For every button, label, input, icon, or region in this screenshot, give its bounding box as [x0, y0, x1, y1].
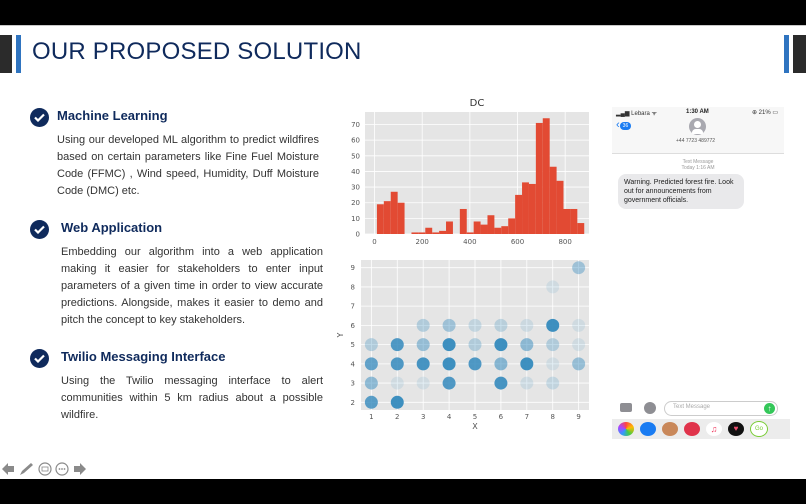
svg-text:4: 4	[446, 413, 452, 421]
svg-text:3: 3	[420, 413, 426, 421]
svg-text:200: 200	[415, 238, 429, 246]
accent-dark-right	[793, 35, 806, 73]
svg-text:3: 3	[350, 379, 355, 388]
section-body: Using our developed ML algorithm to predict wildfires based on certain parameters like Fine Fuel Moisture Code (FFMC) , Wind speed, Humidity, Duff Moisture Code (DMC) etc.	[57, 134, 319, 197]
scatter-point	[469, 357, 482, 370]
svg-text:40: 40	[351, 167, 360, 176]
carrier-label: ▂▄▆ Lebara ᯤ	[616, 111, 657, 117]
histogram-bar	[391, 192, 398, 234]
compose-bar	[612, 400, 784, 418]
scatter-point	[443, 377, 456, 390]
histogram-bar	[481, 225, 488, 234]
x-axis-label: X	[472, 422, 478, 431]
svg-text:2: 2	[350, 398, 355, 407]
slide-title: OUR PROPOSED SOLUTION	[32, 38, 362, 65]
histogram-bar	[377, 204, 384, 234]
svg-text:6: 6	[350, 321, 355, 330]
svg-text:8: 8	[350, 283, 355, 292]
histogram-bar	[439, 231, 446, 234]
histogram-bar	[536, 123, 543, 234]
scatter-point	[520, 319, 533, 332]
histogram-bar	[529, 184, 536, 234]
scatter-point	[494, 357, 507, 370]
histogram-bar	[501, 226, 508, 234]
scatter-point	[365, 338, 378, 351]
svg-text:10: 10	[351, 214, 360, 223]
check-circle-icon	[30, 108, 49, 127]
svg-text:9: 9	[350, 264, 355, 273]
unread-badge: 36	[620, 122, 632, 130]
scatter-point	[417, 377, 430, 390]
scatter-point	[494, 338, 507, 351]
music-icon[interactable]: ♫	[706, 422, 722, 436]
y-axis-label: Y	[336, 332, 345, 338]
status-time: 1:30 AM	[686, 109, 709, 115]
message-meta	[612, 159, 784, 171]
battery-label: ⊕ 21% ▭	[751, 110, 778, 116]
scatter-point	[494, 319, 507, 332]
title-accent-dark-left	[0, 35, 12, 73]
svg-text:800: 800	[558, 238, 572, 246]
histogram-bar	[557, 181, 564, 234]
histogram-bar	[570, 209, 577, 234]
check-circle-icon	[30, 349, 49, 368]
histogram-bar	[564, 209, 571, 234]
phone-sms-screenshot	[612, 107, 784, 434]
svg-text:4: 4	[350, 360, 355, 369]
section-body: Using the Twilio messaging interface to alert communities within 5 km radius about a possible wildfire.	[61, 375, 323, 421]
title-accent-blue-left	[16, 35, 21, 73]
message-input-placeholder: Text Message	[673, 404, 711, 410]
slide	[0, 25, 806, 479]
scatter-point	[391, 396, 404, 409]
section-body: Embedding our algorithm into a web application making it easier for stakeholders to enter input parameters of a given time in order to view accurate predictions. Alongside, makes it easier to demo and pitch the concept to key stakeholders.	[61, 246, 323, 326]
app-strip	[612, 419, 790, 439]
scatter-point	[546, 280, 559, 293]
section-title: Machine Learning	[57, 108, 168, 123]
scatter-point	[391, 357, 404, 370]
scatter-point	[520, 357, 533, 370]
histogram-bar	[460, 209, 467, 234]
contact-number[interactable]: +44 7723 489772	[676, 138, 716, 144]
histogram-bar	[411, 232, 418, 234]
scatter-point	[365, 357, 378, 370]
svg-text:1: 1	[369, 413, 374, 421]
scatter-point	[417, 357, 430, 370]
scatter-point	[443, 319, 456, 332]
contact-avatar-icon[interactable]	[689, 118, 706, 135]
svg-text:50: 50	[351, 152, 360, 161]
scatter-point	[520, 377, 533, 390]
scatter-point	[391, 377, 404, 390]
svg-text:70: 70	[351, 121, 360, 130]
histogram-bar	[384, 201, 391, 234]
svg-text:5: 5	[472, 413, 478, 421]
svg-text:0: 0	[372, 238, 377, 246]
scatter-point	[365, 377, 378, 390]
histogram-bar	[446, 221, 453, 234]
histogram-bar	[508, 218, 515, 234]
scatter-point	[417, 338, 430, 351]
message-input[interactable]	[664, 401, 778, 416]
chart-title: DC	[469, 98, 485, 109]
xy-scatter-chart	[335, 255, 595, 435]
top-divider	[0, 25, 806, 26]
slides-icon[interactable]	[39, 463, 51, 475]
svg-text:400: 400	[463, 238, 477, 246]
memoji-icon[interactable]	[662, 422, 678, 436]
check-circle-icon	[30, 220, 49, 239]
previous-arrow-icon[interactable]	[2, 463, 14, 475]
scatter-point	[572, 338, 585, 351]
scatter-point	[443, 338, 456, 351]
scatter-point	[546, 338, 559, 351]
scatter-point	[546, 377, 559, 390]
histogram-bar	[522, 182, 529, 234]
svg-text:5: 5	[350, 341, 355, 350]
scatter-point	[417, 319, 430, 332]
svg-text:6: 6	[498, 413, 504, 421]
scatter-point	[572, 261, 585, 274]
svg-text:600: 600	[510, 238, 525, 246]
send-arrow-icon[interactable]: ↑	[764, 403, 775, 414]
histogram-bar	[418, 232, 425, 234]
photos-icon[interactable]	[618, 422, 634, 436]
histogram-bar	[398, 203, 405, 234]
app-drawer-icon[interactable]	[644, 402, 656, 414]
svg-text:2: 2	[395, 413, 400, 421]
search-images-icon[interactable]	[684, 422, 700, 436]
app-store-icon[interactable]	[640, 422, 656, 436]
histogram-bar	[432, 232, 439, 234]
histogram-bar	[550, 167, 557, 234]
scatter-point	[443, 357, 456, 370]
scatter-point	[365, 396, 378, 409]
scatter-point	[494, 377, 507, 390]
svg-text:8: 8	[550, 413, 555, 421]
scatter-point	[469, 319, 482, 332]
message-type-label: Text Message	[682, 159, 714, 165]
section-title: Twilio Messaging Interface	[61, 349, 226, 364]
svg-text:60: 60	[351, 136, 360, 145]
histogram-bar	[474, 221, 481, 234]
more-options-icon[interactable]	[56, 463, 68, 475]
phone-header	[612, 107, 784, 154]
scatter-point	[391, 338, 404, 351]
histogram-bar	[494, 228, 501, 234]
histogram-bar	[425, 228, 432, 234]
message-timestamp: Today 1:16 AM	[681, 165, 715, 171]
scatter-point	[572, 357, 585, 370]
scatter-point	[469, 338, 482, 351]
scatter-point	[572, 319, 585, 332]
pen-icon[interactable]	[20, 463, 33, 475]
histogram-bar	[487, 215, 494, 234]
presenter-nav	[0, 462, 100, 476]
svg-text:7: 7	[524, 413, 530, 421]
dc-histogram-chart	[335, 95, 595, 247]
scatter-point	[546, 319, 559, 332]
camera-icon[interactable]	[620, 403, 632, 412]
histogram-bar	[467, 232, 474, 234]
histogram-bar	[543, 118, 550, 234]
back-button[interactable]	[616, 120, 631, 131]
accent-blue-right	[784, 35, 789, 73]
message-bubble: Warning. Predicted forest fire. Look out for announcements from government officials.	[618, 174, 744, 209]
section-title: Web Application	[61, 220, 163, 235]
gif-icon[interactable]: Go	[750, 421, 768, 437]
histogram-bar	[577, 223, 584, 234]
svg-text:9: 9	[576, 413, 581, 421]
histogram-bar	[515, 195, 522, 234]
next-arrow-icon[interactable]	[74, 463, 86, 475]
scatter-point	[546, 357, 559, 370]
scatter-point	[520, 338, 533, 351]
svg-text:7: 7	[350, 302, 355, 311]
heart-icon[interactable]: ♥	[728, 422, 744, 436]
svg-text:20: 20	[351, 199, 360, 208]
svg-text:0: 0	[355, 230, 360, 239]
svg-text:30: 30	[351, 183, 360, 192]
back-chevron-icon: ‹	[616, 119, 620, 131]
